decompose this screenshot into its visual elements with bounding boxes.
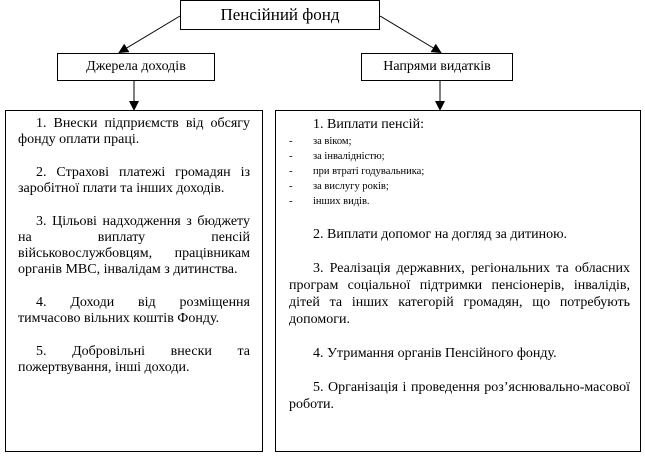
pension-type-item — [289, 194, 630, 209]
income-item-1: 1. Внески підприємств від обсягу фонду оплати праці. — [18, 116, 250, 147]
pension-fund-title: Пенсійний фонд — [220, 5, 340, 24]
dash-bullet: - — [289, 196, 293, 207]
expense-item-5: 5. Організація і проведення роз’яснювально-масової роботи. — [289, 380, 630, 412]
pension-type-label: за інвалідністю; — [313, 151, 385, 162]
pension-fund-title-box — [180, 0, 380, 30]
expense-item-3: 3. Реалізація державних, регіональних та обласних програм соціальної підтримки пенсіонерів, інвалідів, дітей та інших категорій громадян, що потребують допомоги. — [289, 261, 630, 327]
pension-type-label: за віком; — [313, 136, 352, 147]
dash-bullet: - — [289, 151, 293, 162]
expense-item-2: 2. Виплати допомог на догляд за дитиною. — [313, 227, 568, 242]
pension-type-label: інших видів. — [313, 196, 370, 207]
arrow-title-to-right — [380, 16, 440, 52]
income-sources-panel — [5, 110, 263, 452]
pension-types-list — [289, 134, 630, 209]
expense-item-4: 4. Утримання органів Пенсійного фонду. — [313, 346, 557, 361]
pension-type-label: за вислугу років; — [313, 181, 389, 192]
income-item-2: 2. Страхові платежі громадян із заробітної плати та інших доходів. — [18, 165, 250, 196]
pension-type-item — [289, 134, 630, 149]
pension-type-item — [289, 164, 630, 179]
expense-item-1-title: 1. Виплати пенсій: — [313, 117, 424, 132]
expense-directions-header-box — [361, 53, 513, 81]
expense-directions-label: Напрями видатків — [383, 59, 491, 74]
arrow-title-to-left — [120, 16, 180, 52]
dash-bullet: - — [289, 136, 293, 147]
dash-bullet: - — [289, 166, 293, 177]
income-sources-header-box — [57, 53, 215, 81]
income-item-3: 3. Цільові надходження з бюджету на виплату пенсій військовослужбовцям, працівникам органів МВС, інвалідам з дитинства. — [18, 214, 250, 277]
expense-directions-panel — [275, 110, 641, 452]
pension-type-item — [289, 179, 630, 194]
pension-type-label: при втраті годувальника; — [313, 166, 425, 177]
income-sources-label: Джерела доходів — [86, 59, 186, 74]
dash-bullet: - — [289, 181, 293, 192]
income-item-4: 4. Доходи від розміщення тимчасово вільних коштів Фонду. — [18, 295, 250, 326]
pension-type-item — [289, 149, 630, 164]
income-item-5: 5. Добровільні внески та пожертвування, інші доходи. — [18, 344, 250, 375]
